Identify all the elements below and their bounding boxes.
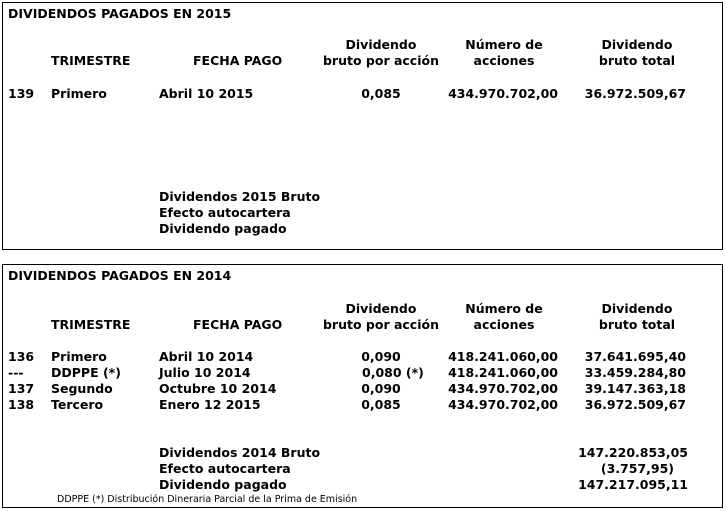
row-div-total: 36.972.509,67 (584, 397, 686, 412)
row-num-acciones: 434.970.702,00 (448, 381, 558, 396)
header-div-total-2014-line1: Dividendo (601, 301, 673, 316)
summary-pagado-value-2014: 147.217.095,11 (578, 477, 688, 492)
section-title-2014: DIVIDENDOS PAGADOS EN 2014 (8, 268, 232, 283)
row-num-acciones: 434.970.702,00 (448, 86, 558, 101)
row-fecha: Enero 12 2015 (159, 397, 261, 412)
header-num-acciones-2015-line1: Número de (465, 37, 543, 52)
summary-bruto-label-2015: Dividendos 2015 Bruto (159, 189, 321, 204)
row-id: 139 (8, 86, 35, 101)
header-num-acciones-2014-line2: acciones (473, 317, 535, 332)
row-div-total: 39.147.363,18 (584, 381, 686, 396)
row-div-total: 37.641.695,40 (584, 349, 686, 364)
row-fecha: Abril 10 2014 (159, 349, 254, 364)
header-trimestre-2015: TRIMESTRE (51, 53, 131, 68)
header-div-accion-2014-line2: bruto por acción (322, 317, 439, 332)
header-fecha-2014: FECHA PAGO (193, 317, 283, 332)
header-trimestre-2014: TRIMESTRE (51, 317, 131, 332)
summary-autocartera-label-2014: Efecto autocartera (159, 461, 291, 476)
header-fecha-2015: FECHA PAGO (193, 53, 283, 68)
row-div-accion: 0,085 (361, 397, 401, 412)
row-trimestre: Primero (51, 349, 107, 364)
summary-bruto-value-2014: 147.220.853,05 (578, 445, 688, 460)
row-div-accion: 0,090 (361, 381, 401, 396)
summary-autocartera-value-2014: (3.757,95) (600, 461, 674, 476)
row-trimestre: Primero (51, 86, 107, 101)
header-num-acciones-2014-line1: Número de (465, 301, 543, 316)
header-div-total-2015-line2: bruto total (598, 53, 676, 68)
summary-pagado-label-2014: Dividendo pagado (159, 477, 287, 492)
row-id: 137 (8, 381, 35, 396)
section-title-2015: DIVIDENDOS PAGADOS EN 2015 (8, 6, 232, 21)
row-div-accion: 0,080 (*) (362, 365, 424, 380)
row-fecha: Julio 10 2014 (159, 365, 251, 380)
summary-pagado-label-2015: Dividendo pagado (159, 221, 287, 236)
row-fecha: Octubre 10 2014 (159, 381, 277, 396)
footnote: DDPPE (*) Distribución Dineraria Parcial de la Prima de Emisión (57, 494, 358, 505)
header-div-accion-2014-line1: Dividendo (345, 301, 417, 316)
header-num-acciones-2015-line2: acciones (473, 53, 535, 68)
summary-bruto-label-2014: Dividendos 2014 Bruto (159, 445, 321, 460)
row-trimestre: DDPPE (*) (51, 365, 121, 380)
row-trimestre: Tercero (51, 397, 104, 412)
row-num-acciones: 418.241.060,00 (448, 349, 558, 364)
row-num-acciones: 434.970.702,00 (448, 397, 558, 412)
row-div-accion: 0,085 (361, 86, 401, 101)
row-num-acciones: 418.241.060,00 (448, 365, 558, 380)
row-div-accion: 0,090 (361, 349, 401, 364)
header-div-accion-2015-line2: bruto por acción (322, 53, 439, 68)
header-div-accion-2015-line1: Dividendo (345, 37, 417, 52)
header-div-total-2015-line1: Dividendo (601, 37, 673, 52)
summary-autocartera-label-2015: Efecto autocartera (159, 205, 291, 220)
row-id: --- (8, 365, 24, 380)
row-div-total: 33.459.284,80 (584, 365, 686, 380)
row-id: 138 (8, 397, 35, 412)
header-div-total-2014-line2: bruto total (598, 317, 676, 332)
row-fecha: Abril 10 2015 (159, 86, 254, 101)
row-div-total: 36.972.509,67 (584, 86, 686, 101)
row-trimestre: Segundo (51, 381, 113, 396)
row-id: 136 (8, 349, 35, 364)
